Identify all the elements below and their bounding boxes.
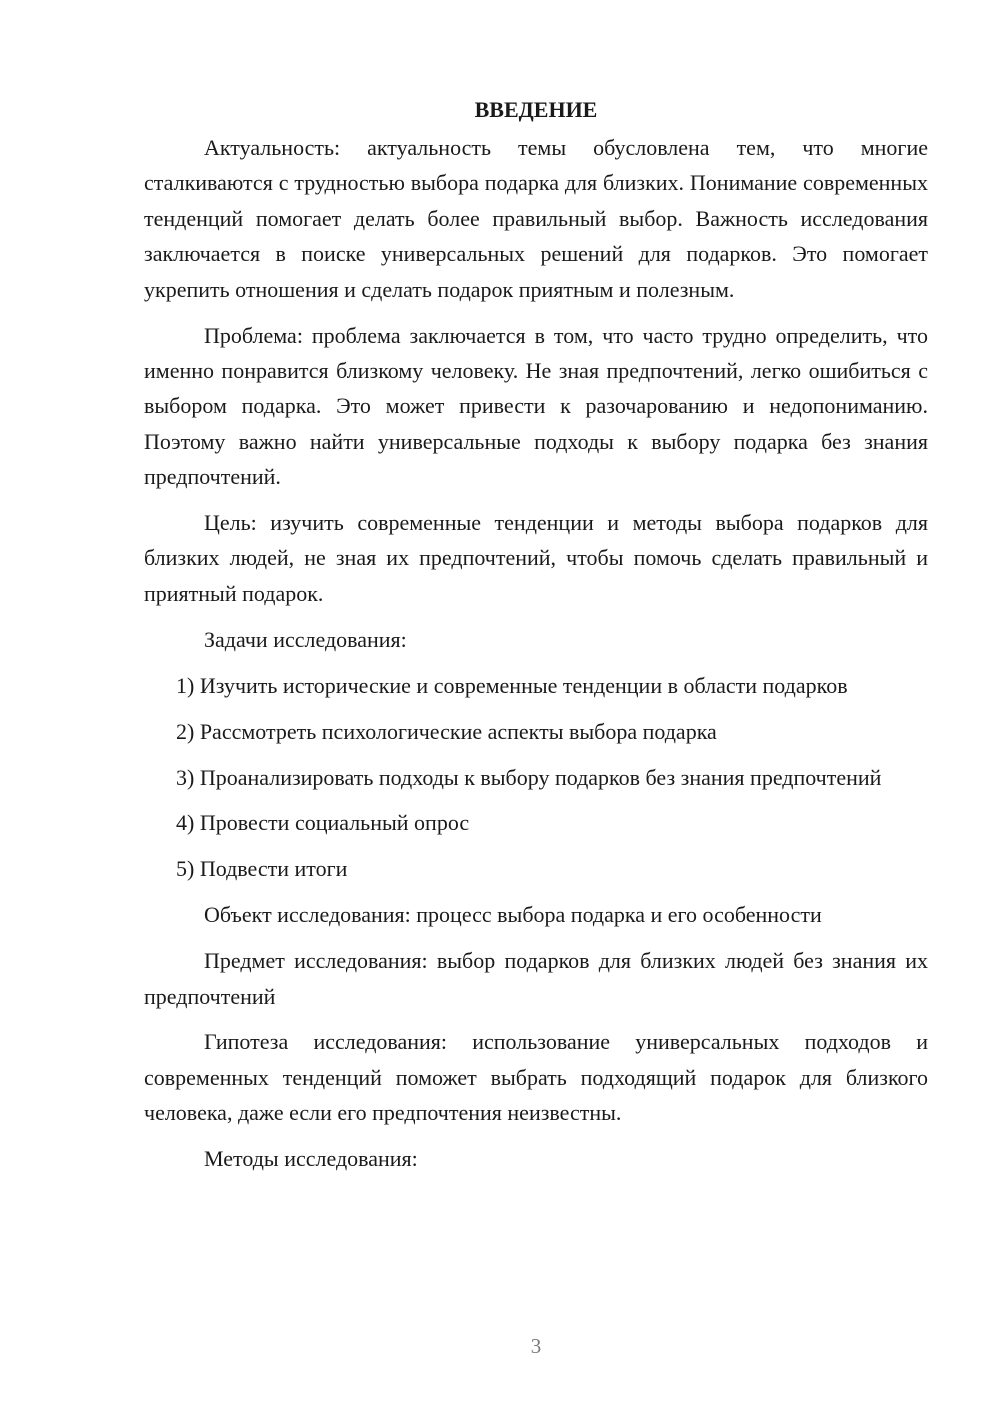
page-number: 3 bbox=[530, 1334, 542, 1358]
paragraph-tasks-heading: Задачи исследования: bbox=[204, 626, 407, 652]
section-title: ВВЕДЕНИЕ bbox=[474, 97, 598, 122]
document-page bbox=[144, 92, 928, 1187]
task-item-1: 1) Изучить исторические и современные тенденции в области подарков bbox=[176, 672, 848, 698]
paragraph-goal: Цель: изучить современные тенденции и методы выбора подарков для близких людей, не зная их предпочтений, чтобы помочь сделать правильный и приятный подарок. bbox=[144, 510, 928, 606]
paragraph-methods: Методы исследования: bbox=[204, 1146, 418, 1172]
paragraph-object: Объект исследования: процесс выбора подарка и его особенности bbox=[204, 902, 822, 928]
task-item-2: 2) Рассмотреть психологические аспекты выбора подарка bbox=[176, 718, 717, 744]
paragraph-relevance: Актуальность: актуальность темы обусловлена тем, что многие сталкиваются с трудностью выбора подарка для близких. Понимание современных тенденций помогает делать более правильный выбор. Важность исследования заключается в поиске универсальных решений для подарков. Это помогает укрепить отношения и сделать подарок приятным и полезным. bbox=[144, 135, 928, 302]
task-item-4: 4) Провести социальный опрос bbox=[176, 810, 470, 836]
paragraph-hypothesis: Гипотеза исследования: использование универсальных подходов и современных тенденций поможет выбрать подходящий подарок для близкого человека, даже если его предпочтения неизвестны. bbox=[144, 1029, 928, 1126]
paragraph-subject: Предмет исследования: выбор подарков для близких людей без знания их предпочтений bbox=[144, 948, 928, 1009]
paragraph-problem: Проблема: проблема заключается в том, что часто трудно определить, что именно понравится близкому человеку. Не зная предпочтений, легко ошибиться с выбором подарка. Это может привести к разочарованию и недопониманию. Поэтому важно найти универсальные подходы к выбору подарка без знания предпочтений. bbox=[144, 322, 928, 490]
task-item-3: 3) Проанализировать подходы к выбору подарков без знания предпочтений bbox=[176, 764, 882, 790]
task-item-5: 5) Подвести итоги bbox=[176, 856, 348, 882]
